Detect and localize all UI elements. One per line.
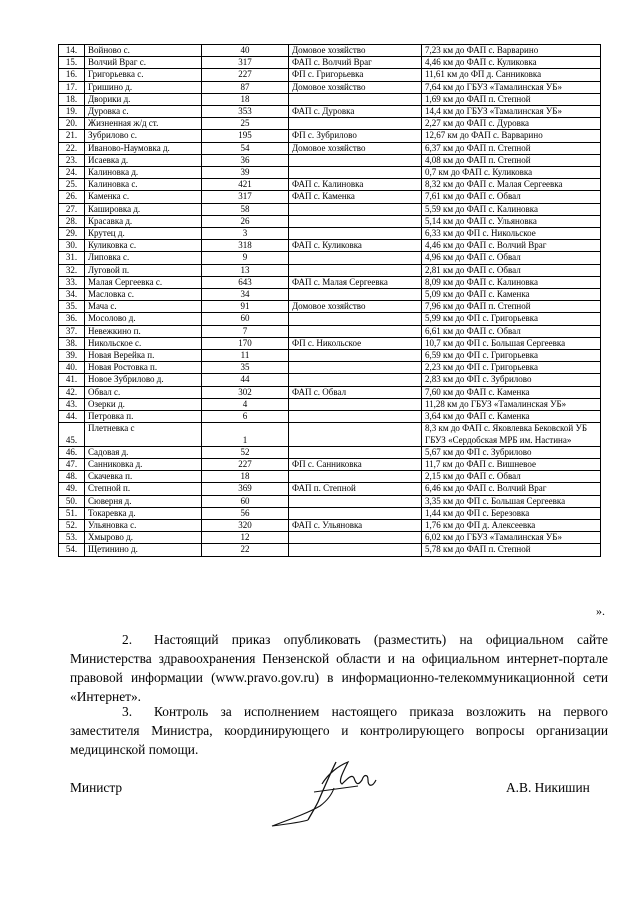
distance-to-facility: 11,28 км до ГБУЗ «Тамалинская УБ» (422, 398, 601, 410)
population: 13 (202, 264, 289, 276)
row-number: 53. (59, 532, 85, 544)
population: 3 (202, 228, 289, 240)
population: 35 (202, 362, 289, 374)
population: 12 (202, 532, 289, 544)
population: 643 (202, 276, 289, 288)
medical-facility: Домовое хозяйство (289, 142, 422, 154)
population: 353 (202, 106, 289, 118)
medical-facility (289, 289, 422, 301)
distance-to-facility: 14,4 км до ГБУЗ «Тамалинская УБ» (422, 106, 601, 118)
distance-to-facility: 11,61 км до ФП д. Санниковка (422, 69, 601, 81)
handwritten-signature (258, 744, 408, 838)
distance-to-facility: 11,7 км до ФАП с. Вишневое (422, 458, 601, 470)
row-number: 14. (59, 45, 85, 57)
distance-to-facility: 10,7 км до ФП с. Большая Сергеевка (422, 337, 601, 349)
medical-facility: Домовое хозяйство (289, 301, 422, 313)
table-row (59, 228, 601, 240)
medical-facility: Домовое хозяйство (289, 81, 422, 93)
medical-facility (289, 252, 422, 264)
medical-facility (289, 423, 422, 446)
row-number: 25. (59, 179, 85, 191)
distance-to-facility: 6,02 км до ГБУЗ «Тамалинская УБ» (422, 532, 601, 544)
settlement-name: Мосолово д. (85, 313, 202, 325)
population: 7 (202, 325, 289, 337)
medical-facility (289, 228, 422, 240)
table-row (59, 81, 601, 93)
distance-to-facility: 0,7 км до ФАП с. Куликовка (422, 167, 601, 179)
population: 26 (202, 215, 289, 227)
settlement-name: Сюверня д. (85, 495, 202, 507)
settlement-name: Липовка с. (85, 252, 202, 264)
medical-facility (289, 154, 422, 166)
row-number: 24. (59, 167, 85, 179)
row-number: 29. (59, 228, 85, 240)
medical-facility: ФП с. Григорьевка (289, 69, 422, 81)
population: 227 (202, 69, 289, 81)
row-number: 40. (59, 362, 85, 374)
table-row (59, 337, 601, 349)
table-row (59, 154, 601, 166)
population: 36 (202, 154, 289, 166)
paragraph-2-text: Настоящий приказ опубликовать (разместить) на официальном сайте Министерства здравоохранения Пензенской области и на официальном интернет-портале правовой информации (www.pravo.gov.ru) в информационно-телекоммуникационной сети «Интернет». (70, 632, 608, 704)
settlement-name: Волчий Враг с. (85, 57, 202, 69)
settlement-name: Плетневка с (85, 423, 202, 446)
settlements-table-body (59, 45, 601, 557)
settlement-name: Озерки д. (85, 398, 202, 410)
table-row (59, 495, 601, 507)
population: 421 (202, 179, 289, 191)
settlements-table (58, 44, 601, 557)
population: 22 (202, 544, 289, 556)
row-number: 19. (59, 106, 85, 118)
medical-facility: ФАП с. Малая Сергеевка (289, 276, 422, 288)
population: 34 (202, 289, 289, 301)
table-row (59, 313, 601, 325)
table-row (59, 374, 601, 386)
table-row (59, 350, 601, 362)
settlement-name: Красавка д. (85, 215, 202, 227)
paragraph-3-number: 3. (122, 704, 133, 719)
population: 25 (202, 118, 289, 130)
population: 317 (202, 57, 289, 69)
row-number: 42. (59, 386, 85, 398)
medical-facility: ФАП с. Куликовка (289, 240, 422, 252)
settlement-name: Зубрилово с. (85, 130, 202, 142)
distance-to-facility: 3,64 км до ФАП с. Каменка (422, 411, 601, 423)
medical-facility (289, 264, 422, 276)
distance-to-facility: 2,23 км до ФП с. Григорьевка (422, 362, 601, 374)
settlement-name: Ульяновка с. (85, 519, 202, 531)
medical-facility: ФАП с. Волчий Враг (289, 57, 422, 69)
settlement-name: Новая Ростовка п. (85, 362, 202, 374)
settlement-name: Крутец д. (85, 228, 202, 240)
table-row (59, 142, 601, 154)
row-number: 48. (59, 471, 85, 483)
medical-facility (289, 544, 422, 556)
row-number: 28. (59, 215, 85, 227)
medical-facility (289, 507, 422, 519)
row-number: 37. (59, 325, 85, 337)
row-number: 43. (59, 398, 85, 410)
population: 44 (202, 374, 289, 386)
distance-to-facility: 2,15 км до ФАП с. Обвал (422, 471, 601, 483)
distance-to-facility: 4,46 км до ФАП с. Волчий Враг (422, 240, 601, 252)
settlement-name: Новая Верейка п. (85, 350, 202, 362)
settlement-name: Санниковка д. (85, 458, 202, 470)
distance-to-facility: 2,81 км до ФАП с. Обвал (422, 264, 601, 276)
signatory-title: Министр (70, 780, 123, 795)
population: 317 (202, 191, 289, 203)
table-row (59, 411, 601, 423)
table-row (59, 532, 601, 544)
population: 6 (202, 411, 289, 423)
row-number: 18. (59, 93, 85, 105)
medical-facility (289, 325, 422, 337)
medical-facility: ФАП с. Дуровка (289, 106, 422, 118)
table-row (59, 118, 601, 130)
table-row (59, 458, 601, 470)
settlement-name: Невежкино п. (85, 325, 202, 337)
row-number: 17. (59, 81, 85, 93)
settlement-name: Григорьевка с. (85, 69, 202, 81)
table-row (59, 289, 601, 301)
row-number: 35. (59, 301, 85, 313)
row-number: 49. (59, 483, 85, 495)
settlement-name: Калиновка с. (85, 179, 202, 191)
settlement-name: Степной п. (85, 483, 202, 495)
table-row (59, 179, 601, 191)
distance-to-facility: 4,46 км до ФАП с. Куликовка (422, 57, 601, 69)
settlement-name: Кашировка д. (85, 203, 202, 215)
population: 1 (202, 423, 289, 446)
medical-facility (289, 446, 422, 458)
distance-to-facility: 5,59 км до ФАП с. Калиновка (422, 203, 601, 215)
population: 87 (202, 81, 289, 93)
table-row (59, 398, 601, 410)
table-row (59, 252, 601, 264)
row-number: 38. (59, 337, 85, 349)
distance-to-facility: 7,60 км до ФАП с. Каменка (422, 386, 601, 398)
row-number: 23. (59, 154, 85, 166)
medical-facility (289, 495, 422, 507)
table-row (59, 264, 601, 276)
distance-to-facility: 4,96 км до ФАП с. Обвал (422, 252, 601, 264)
table-row (59, 240, 601, 252)
population: 4 (202, 398, 289, 410)
distance-to-facility: 2,27 км до ФАП с. Дуровка (422, 118, 601, 130)
settlement-name: Жизненная ж/д ст. (85, 118, 202, 130)
medical-facility: ФП с. Зубрилово (289, 130, 422, 142)
medical-facility: ФП с. Санниковка (289, 458, 422, 470)
table-row (59, 519, 601, 531)
settlement-name: Калиновка д. (85, 167, 202, 179)
distance-to-facility: 7,61 км до ФАП с. Обвал (422, 191, 601, 203)
settlement-name: Никольское с. (85, 337, 202, 349)
population: 56 (202, 507, 289, 519)
population: 9 (202, 252, 289, 264)
distance-to-facility: 5,14 км до ФАП с. Ульяновка (422, 215, 601, 227)
table-row (59, 215, 601, 227)
distance-to-facility: 2,83 км до ФП с. Зубрилово (422, 374, 601, 386)
row-number: 22. (59, 142, 85, 154)
row-number: 30. (59, 240, 85, 252)
population: 18 (202, 93, 289, 105)
medical-facility: Домовое хозяйство (289, 45, 422, 57)
row-number: 20. (59, 118, 85, 130)
row-number: 39. (59, 350, 85, 362)
distance-to-facility: 8,32 км до ФАП с. Малая Сергеевка (422, 179, 601, 191)
population: 39 (202, 167, 289, 179)
medical-facility: ФАП с. Калиновка (289, 179, 422, 191)
medical-facility (289, 313, 422, 325)
paragraph-3-text: Контроль за исполнением настоящего приказа возложить на первого заместителя Министра, координирующего и контролирующего вопросы организации медицинской помощи. (70, 704, 608, 757)
population: 227 (202, 458, 289, 470)
table-row (59, 386, 601, 398)
settlement-name: Масловка с. (85, 289, 202, 301)
population: 54 (202, 142, 289, 154)
row-number: 16. (59, 69, 85, 81)
distance-to-facility: 5,78 км до ФАП п. Степной (422, 544, 601, 556)
population: 60 (202, 313, 289, 325)
medical-facility (289, 411, 422, 423)
row-number: 32. (59, 264, 85, 276)
distance-to-facility: 7,64 км до ГБУЗ «Тамалинская УБ» (422, 81, 601, 93)
population: 318 (202, 240, 289, 252)
table-row (59, 106, 601, 118)
table-row (59, 203, 601, 215)
settlement-name: Куликовка с. (85, 240, 202, 252)
row-number: 54. (59, 544, 85, 556)
settlement-name: Щетинино д. (85, 544, 202, 556)
settlement-name: Мача с. (85, 301, 202, 313)
distance-to-facility: 1,44 км до ФП с. Березовка (422, 507, 601, 519)
settlement-name: Садовая д. (85, 446, 202, 458)
distance-to-facility: 6,37 км до ФАП п. Степной (422, 142, 601, 154)
distance-to-facility: 6,59 км до ФП с. Григорьевка (422, 350, 601, 362)
table-row (59, 301, 601, 313)
table-row (59, 45, 601, 57)
table-row (59, 362, 601, 374)
row-number: 36. (59, 313, 85, 325)
settlement-name: Каменка с. (85, 191, 202, 203)
row-number: 44. (59, 411, 85, 423)
medical-facility: ФАП с. Каменка (289, 191, 422, 203)
settlement-name: Хмырово д. (85, 532, 202, 544)
row-number: 51. (59, 507, 85, 519)
population: 58 (202, 203, 289, 215)
medical-facility (289, 471, 422, 483)
distance-to-facility: 5,67 км до ФП с. Зубрилово (422, 446, 601, 458)
medical-facility (289, 374, 422, 386)
row-number: 27. (59, 203, 85, 215)
medical-facility: ФП с. Никольское (289, 337, 422, 349)
table-row (59, 325, 601, 337)
medical-facility (289, 215, 422, 227)
table-row (59, 167, 601, 179)
settlement-name: Обвал с. (85, 386, 202, 398)
population: 195 (202, 130, 289, 142)
paragraph-2-number: 2. (122, 632, 133, 647)
distance-to-facility: 8,3 км до ФАП с. Яковлевка Бековской УБ ГБУЗ «Сердобская МРБ им. Настина» (422, 423, 601, 446)
distance-to-facility: 6,61 км до ФАП с. Обвал (422, 325, 601, 337)
distance-to-facility: 6,33 км до ФП с. Никольское (422, 228, 601, 240)
medical-facility (289, 362, 422, 374)
table-row (59, 544, 601, 556)
medical-facility: ФАП с. Ульяновка (289, 519, 422, 531)
distance-to-facility: 5,99 км до ФП с. Григорьевка (422, 313, 601, 325)
settlement-name: Петровка п. (85, 411, 202, 423)
row-number: 47. (59, 458, 85, 470)
row-number: 46. (59, 446, 85, 458)
population: 40 (202, 45, 289, 57)
distance-to-facility: 7,23 км до ФАП с. Варварино (422, 45, 601, 57)
closing-quote: ». (596, 604, 605, 618)
table-row (59, 191, 601, 203)
table-row (59, 57, 601, 69)
medical-facility (289, 532, 422, 544)
medical-facility (289, 350, 422, 362)
settlement-name: Новое Зубрилово д. (85, 374, 202, 386)
signatory-name: А.В. Никишин (506, 780, 590, 795)
table-row (59, 93, 601, 105)
population: 369 (202, 483, 289, 495)
row-number: 15. (59, 57, 85, 69)
settlement-name: Малая Сергеевка с. (85, 276, 202, 288)
row-number: 41. (59, 374, 85, 386)
settlement-name: Луговой п. (85, 264, 202, 276)
paragraph-2 (70, 630, 608, 706)
settlement-name: Гришино д. (85, 81, 202, 93)
distance-to-facility: 5,09 км до ФАП с. Каменка (422, 289, 601, 301)
population: 18 (202, 471, 289, 483)
settlement-name: Скачевка п. (85, 471, 202, 483)
distance-to-facility: 6,46 км до ФАП с. Волчий Враг (422, 483, 601, 495)
population: 11 (202, 350, 289, 362)
medical-facility (289, 203, 422, 215)
row-number: 31. (59, 252, 85, 264)
population: 52 (202, 446, 289, 458)
table-row (59, 507, 601, 519)
settlement-name: Войново с. (85, 45, 202, 57)
table-row (59, 276, 601, 288)
table-row (59, 446, 601, 458)
table-row (59, 130, 601, 142)
row-number: 33. (59, 276, 85, 288)
medical-facility (289, 93, 422, 105)
row-number: 26. (59, 191, 85, 203)
population: 91 (202, 301, 289, 313)
row-number: 34. (59, 289, 85, 301)
settlement-name: Дуровка с. (85, 106, 202, 118)
distance-to-facility: 7,96 км до ФАП п. Степной (422, 301, 601, 313)
medical-facility: ФАП с. Обвал (289, 386, 422, 398)
population: 302 (202, 386, 289, 398)
population: 170 (202, 337, 289, 349)
distance-to-facility: 12,67 км до ФАП с. Варварино (422, 130, 601, 142)
settlement-name: Токаревка д. (85, 507, 202, 519)
table-row (59, 423, 601, 446)
row-number: 50. (59, 495, 85, 507)
distance-to-facility: 4,08 км до ФАП п. Степной (422, 154, 601, 166)
row-number: 45. (59, 423, 85, 446)
table-row (59, 471, 601, 483)
row-number: 21. (59, 130, 85, 142)
settlement-name: Дворики д. (85, 93, 202, 105)
medical-facility (289, 118, 422, 130)
settlement-name: Исаевка д. (85, 154, 202, 166)
table-row (59, 483, 601, 495)
row-number: 52. (59, 519, 85, 531)
distance-to-facility: 1,76 км до ФП д. Алексеевка (422, 519, 601, 531)
distance-to-facility: 8,09 км до ФАП с. Калиновка (422, 276, 601, 288)
medical-facility: ФАП п. Степной (289, 483, 422, 495)
distance-to-facility: 1,69 км до ФАП п. Степной (422, 93, 601, 105)
population: 320 (202, 519, 289, 531)
population: 60 (202, 495, 289, 507)
distance-to-facility: 3,35 км до ФП с. Большая Сергеевка (422, 495, 601, 507)
medical-facility (289, 398, 422, 410)
settlement-name: Иваново-Наумовка д. (85, 142, 202, 154)
table-row (59, 69, 601, 81)
medical-facility (289, 167, 422, 179)
